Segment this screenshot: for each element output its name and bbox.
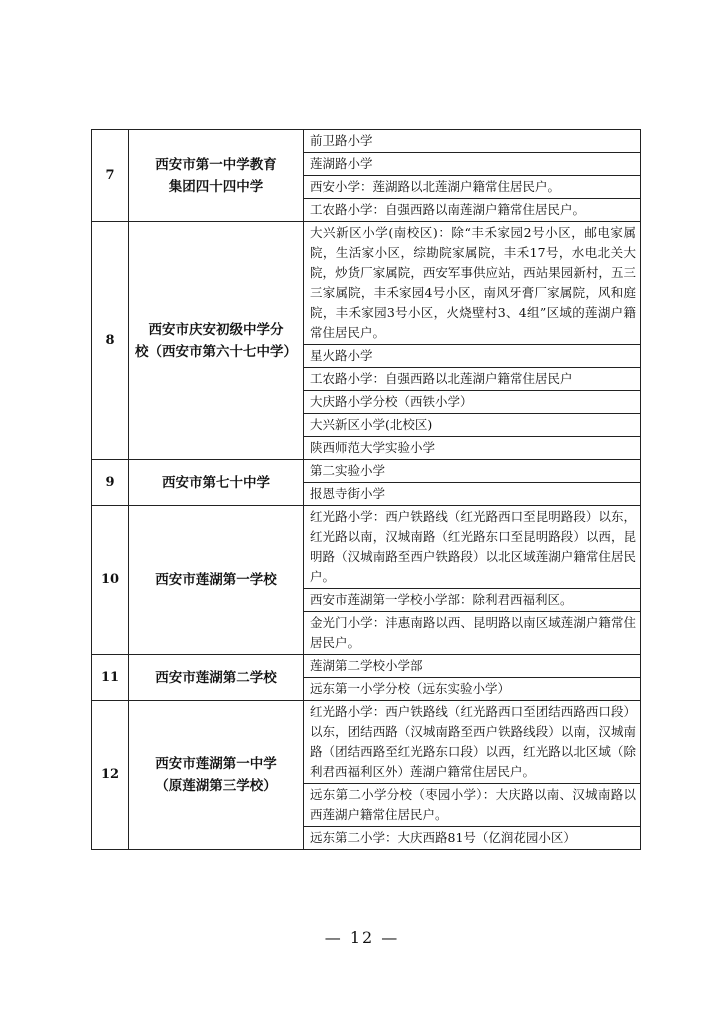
primary-school-entry: 远东第二小学：大庆西路81号（亿润花园小区）: [304, 827, 641, 850]
primary-school-entry: 大兴新区小学(北校区): [304, 414, 641, 437]
middle-school-name: [129, 655, 304, 701]
middle-school-name: [129, 130, 304, 222]
primary-school-entry: 远东第二小学分校（枣园小学）：大庆路以南、汉城南路以西莲湖户籍常住居民户。: [304, 784, 641, 827]
table-row: [92, 130, 641, 153]
primary-school-entry: 第二实验小学: [304, 460, 641, 483]
primary-school-entry: 西安市莲湖第一学校小学部：除利君西福利区。: [304, 589, 641, 612]
middle-school-name-line: 西安市莲湖第一学校: [155, 572, 277, 588]
middle-school-name: [129, 460, 304, 506]
primary-school-entry: 红光路小学：西户铁路线（红光路西口至昆明路段）以东，红光路以南，汉城南路（红光路东口至昆明路段）以西，昆明路（汉城南路至西户铁路段）以北区域莲湖户籍常住居民户。: [304, 506, 641, 589]
middle-school-name-line: 校（西安市第六十七中学）: [135, 343, 297, 360]
row-number: 7: [92, 130, 129, 222]
row-number: 12: [92, 701, 129, 850]
primary-school-entry: 西安小学：莲湖路以北莲湖户籍常住居民户。: [304, 176, 641, 199]
primary-school-entry: 星火路小学: [304, 345, 641, 368]
primary-school-entry: 大庆路小学分校（西铁小学）: [304, 391, 641, 414]
table-body: [92, 130, 641, 850]
row-number: 9: [92, 460, 129, 506]
row-number: 8: [92, 222, 129, 460]
table-row: [92, 701, 641, 784]
middle-school-name-line: （原莲湖第三学校）: [155, 778, 277, 794]
row-number: 11: [92, 655, 129, 701]
primary-school-entry: 金光门小学：沣惠南路以西、昆明路以南区域莲湖户籍常住居民户。: [304, 612, 641, 655]
middle-school-name-line: 集团四十四中学: [168, 178, 264, 195]
primary-school-entry: 远东第一小学分校（远东实验小学）: [304, 678, 641, 701]
primary-school-entry: 前卫路小学: [304, 130, 641, 153]
primary-school-entry: 工农路小学：自强西路以南莲湖户籍常住居民户。: [304, 199, 641, 222]
middle-school-name-line: 西安市第七十中学: [162, 474, 270, 491]
primary-school-entry: 莲湖第二学校小学部: [304, 655, 641, 678]
row-number: 10: [92, 506, 129, 655]
middle-school-name-line: 西安市庆安初级中学分: [148, 321, 284, 338]
table-row: [92, 655, 641, 678]
middle-school-name: [129, 701, 304, 850]
table-row: [92, 222, 641, 345]
middle-school-name-line: 西安市莲湖第一中学: [155, 756, 277, 772]
primary-school-entry: 报恩寺街小学: [304, 483, 641, 506]
table-row: [92, 506, 641, 589]
primary-school-entry: 红光路小学：西户铁路线（红光路西口至团结西路西口段）以东，团结西路（汉城南路至西户铁路线段）以南，汉城南路（团结西路至红光路东口段）以西，红光路以北区域（除利君西福利区外）莲湖户籍常住居民户。: [304, 701, 641, 784]
middle-school-name-line: 西安市第一中学教育: [155, 156, 277, 173]
table-row: [92, 460, 641, 483]
primary-school-entry: 工农路小学：自强西路以北莲湖户籍常住居民户: [304, 368, 641, 391]
school-assignment-table: [91, 129, 641, 850]
primary-school-entry: 莲湖路小学: [304, 153, 641, 176]
middle-school-name: [129, 222, 304, 460]
page-number: — 12 —: [324, 928, 400, 947]
primary-school-entry: 陕西师范大学实验小学: [304, 437, 641, 460]
primary-school-entry: 大兴新区小学(南校区)：除“丰禾家园2号小区，邮电家属院，生活家小区，综勘院家属院，丰禾17号，水电北关大院，炒货厂家属院，西安军事供应站，西站果园新村，五三三家属院，丰禾家园4号小区，南风牙膏厂家属院，风和庭院，丰禾家园3号小区，火烧壁村3、4组”区域的莲湖户籍常住居民户。: [304, 222, 641, 345]
middle-school-name-line: 西安市莲湖第二学校: [155, 669, 277, 686]
middle-school-name: [129, 506, 304, 655]
